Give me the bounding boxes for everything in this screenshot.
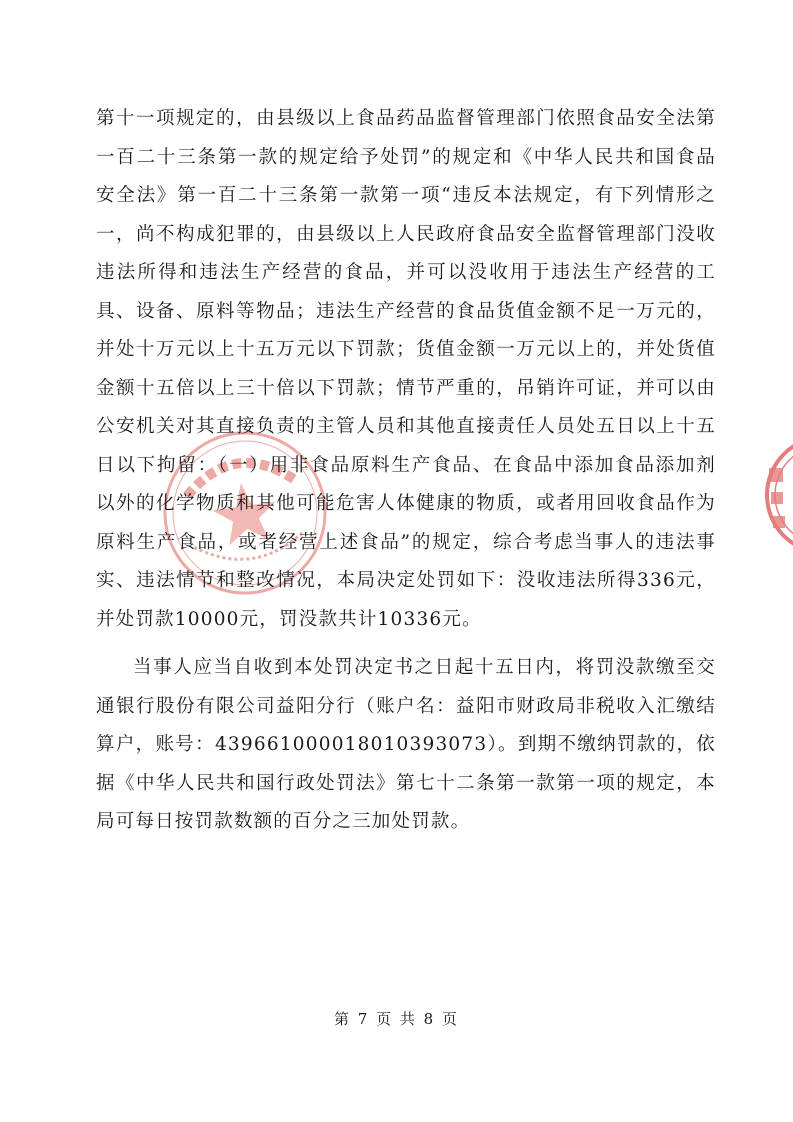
document-body [96,100,716,842]
paragraph-payment-instructions: 当事人应当自收到本处罚决定书之日起十五日内，将罚没款缴至交通银行股份有限公司益阳分行（账户名：益阳市财政局非税收入汇缴结算户，账号：43966100001801039307​3）。到期不缴纳罚款的，依据《中华人民共和国行政处罚法》第七十二条第一款第一项的规定，本局可每日按罚款数额的百分之三加处罚款。 [96,657,716,832]
page-number-footer: 第 7 页 共 8 页 [334,1010,459,1028]
paragraph-legal-basis: 第十一项规定的，由县级以上食品药品监督管理部门依照食品安全法第一百二十三条第一款的规定给予处罚”的规定和《中华人民共和国食品安全法》第一百二十三条第一款第一项“违反本法规定，有下列情形之一，尚不构成犯罪的，由县级以上人民政府食品安全监督管理部门没收违法所得和违法生产经营的食品，并可以没收用于违法生产经营的工具、设备、原料等物品；违法生产经营的食品货值金额不足一万元的，并处十万元以上十五万元以下罚款；货值金额一万元以上的，并处货值金额十五倍以上三十倍以下罚款；情节严重的，吊销许可证，并可以由公安机关对其直接负责的主管人员和其他直接责任人员处五日以上十五日以下拘留：（一）用非食品原料生产食品、在食品中添加食品添加剂以外的化学物质和其他可能危害人体健康的物质，或者用回收食品作为原料生产食品，或者经营上述食品”的规定，综合考虑当事人的违法事实、违法情节和整改情况，本局决定处罚如下：没收违法所得336元，并处罚款10000元，罚没款共计10336元。 [96,108,716,630]
page-edge-seal-stamp [755,430,793,560]
